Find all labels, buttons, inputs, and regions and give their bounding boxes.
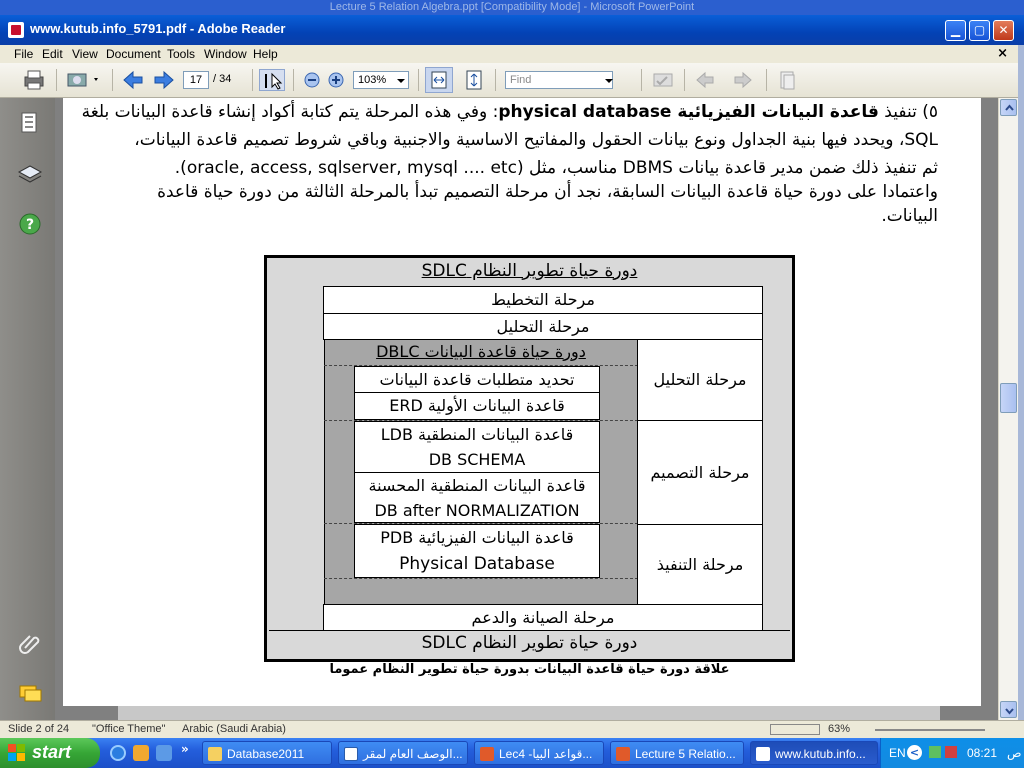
vertical-scrollbar[interactable] <box>998 98 1018 720</box>
norm-line1: قاعدة البيانات المنطقية المحسنة <box>368 476 586 495</box>
analysis-stage-top: مرحلة التحليل <box>323 313 763 340</box>
tray-expand-icon[interactable]: < <box>907 745 922 760</box>
print-icon[interactable] <box>22 69 46 91</box>
more-icon[interactable]: » <box>181 742 189 756</box>
toolbar-separator <box>684 69 685 91</box>
adobe-reader-icon <box>8 22 24 38</box>
background-window-title: Lecture 5 Relation Algebra.ppt [Compatibility Mode] - Microsoft PowerPoint <box>0 0 1024 15</box>
pages-icon[interactable] <box>17 110 43 136</box>
close-button[interactable]: ✕ <box>993 20 1014 41</box>
menu-edit[interactable]: Edit <box>42 47 63 61</box>
menu-help[interactable]: Help <box>253 47 278 61</box>
clock-time[interactable]: 08:21 <box>967 746 998 760</box>
paragraph-line <box>82 100 938 124</box>
theme-name: "Office Theme" <box>92 723 166 735</box>
collaborate-icon[interactable] <box>66 69 102 91</box>
toolbar-separator <box>766 69 767 91</box>
task-adobe-reader[interactable]: www.kutub.info... <box>750 741 878 765</box>
physical-database-term: قاعدة البيانات الفيزيائية physical database <box>498 102 879 122</box>
show-desktop-icon[interactable] <box>156 745 172 761</box>
view-buttons[interactable] <box>770 724 820 735</box>
fit-page-icon[interactable] <box>462 69 486 91</box>
divider <box>269 630 790 631</box>
toolbar-separator <box>112 69 113 91</box>
tray-icon[interactable] <box>945 746 957 758</box>
ldb-line1: قاعدة البيانات المنطقية LDB <box>380 425 574 444</box>
find-input[interactable]: Find <box>505 71 613 89</box>
zoom-dropdown-icon[interactable] <box>397 79 405 83</box>
select-tool-icon[interactable] <box>259 69 285 91</box>
toolbar <box>0 63 1018 98</box>
sign-icon <box>651 69 675 91</box>
attachments-icon[interactable] <box>17 630 43 656</box>
toolbar-separator <box>252 69 253 91</box>
toolbar-separator <box>418 69 419 91</box>
document-close-icon[interactable]: × <box>997 46 1008 61</box>
layers-icon[interactable] <box>17 162 43 188</box>
maximize-button[interactable]: ▢ <box>969 20 990 41</box>
menu-bar <box>0 45 1018 63</box>
analysis-stage: مرحلة التحليل <box>637 339 763 421</box>
start-label: start <box>32 742 72 762</box>
pdb-line2: Physical Database <box>399 554 555 574</box>
zoom-slider[interactable] <box>875 729 985 731</box>
word-icon <box>344 747 358 761</box>
norm-line2: DB after NORMALIZATION <box>374 501 580 520</box>
internet-explorer-icon[interactable] <box>110 745 126 761</box>
help-icon[interactable] <box>17 211 43 237</box>
sdlc-footer: دورة حياة تطوير النظام SDLC <box>421 633 638 653</box>
paragraph-text: : وفي هذه المرحلة يتم كتابة أكواد إنشاء قاعدة البيانات بلغة <box>81 102 499 122</box>
tray-icon[interactable] <box>929 746 941 758</box>
rotate-left-icon <box>693 69 717 91</box>
menu-tools[interactable]: Tools <box>167 47 196 61</box>
dblc-title: دورة حياة قاعدة البيانات DBLC <box>376 342 586 361</box>
powerpoint-icon <box>480 747 494 761</box>
status-bar <box>0 720 1024 738</box>
background-window-edge <box>1018 45 1024 720</box>
previous-page-icon[interactable] <box>121 69 145 91</box>
toolbar-separator <box>495 69 496 91</box>
figure-caption: علاقة دورة حياة قاعدة البيانات بدورة حياة تطوير النظام عموما <box>329 662 730 677</box>
menu-window[interactable]: Window <box>204 47 247 61</box>
pdb-box <box>354 524 600 578</box>
toolbar-separator <box>56 69 57 91</box>
requirements-box: تحديد متطلبات قاعدة البيانات <box>354 366 600 393</box>
normalization-box <box>354 472 600 523</box>
design-stage: مرحلة التصميم <box>637 420 763 525</box>
implementation-stage: مرحلة التنفيذ <box>637 524 763 605</box>
zoom-level-input[interactable]: 103% <box>353 71 409 89</box>
paragraph-line: ثم تنفيذ ذلك ضمن مدير قاعدة بيانات DBMS مناسب، مثل (oracle, access, sqlserver, mysql .... etc). <box>174 158 938 178</box>
slide-indicator: Slide 2 of 24 <box>8 723 70 735</box>
pdf-icon <box>756 747 770 761</box>
menu-view[interactable]: View <box>72 47 98 61</box>
task-lecture5[interactable]: Lecture 5 Relatio... <box>610 741 744 765</box>
toolbar-separator <box>641 69 642 91</box>
paragraph-line: SQL، ويحدد فيها بنية الجداول ونوع بيانات الحقول والمفاتيح الاساسية والاجنبية وباقي شروط تصميم قاعدة البيانات، <box>134 130 938 150</box>
find-dropdown-icon[interactable] <box>605 79 613 83</box>
start-button[interactable] <box>0 738 100 768</box>
maintenance-stage: مرحلة الصيانة والدعم <box>323 604 763 631</box>
page-thumbnails-icon <box>775 69 799 91</box>
page-number-input[interactable]: 17 <box>183 71 209 89</box>
svg-text:?: ? <box>26 217 35 233</box>
page-total: / 34 <box>213 73 232 85</box>
rotate-right-icon <box>731 69 755 91</box>
zoom-in-icon[interactable] <box>324 69 348 91</box>
language-bar[interactable]: EN <box>889 746 906 760</box>
toolbar-separator <box>293 69 294 91</box>
next-page-icon[interactable] <box>152 69 176 91</box>
planning-stage: مرحلة التخطيط <box>323 286 763 314</box>
status-zoom: 63% <box>828 723 851 735</box>
menu-file[interactable]: File <box>14 47 34 61</box>
minimize-button[interactable]: ▁ <box>945 20 966 41</box>
taskbar <box>0 738 1024 768</box>
outlook-icon[interactable] <box>133 745 149 761</box>
task-word-doc[interactable]: الوصف العام لمقر... <box>338 741 468 765</box>
task-lec4[interactable]: Lec4 -قواعد البيا... <box>474 741 604 765</box>
scroll-thumb[interactable] <box>1000 383 1017 413</box>
system-tray <box>880 738 1024 768</box>
title-bar[interactable] <box>0 15 1024 45</box>
erd-box: قاعدة البيانات الأولية ERD <box>354 392 600 420</box>
fit-width-icon[interactable] <box>425 67 453 93</box>
scroll-down-button[interactable] <box>1000 701 1017 718</box>
pdb-line1: قاعدة البيانات الفيزيائية PDB <box>380 528 574 547</box>
paragraph-line: البيانات. <box>881 206 938 226</box>
comments-icon[interactable] <box>17 680 43 706</box>
divider <box>324 578 638 579</box>
zoom-out-icon[interactable] <box>300 69 324 91</box>
ldb-box <box>354 421 600 473</box>
folder-icon <box>208 747 222 761</box>
paragraph-text: تنفيذ <box>884 102 917 122</box>
ldb-line2: DB SCHEMA <box>428 450 526 469</box>
paragraph-line: واعتمادا على دورة حياة قاعدة البيانات السابقة، نجد أن مرحلة التصميم تبدأ بالمرحلة الثالثة من دورة حياة قاعدة <box>157 182 938 202</box>
sdlc-title: دورة حياة تطوير النظام SDLC <box>421 261 638 281</box>
window-title: www.kutub.info_5791.pdf - Adobe Reader <box>30 21 286 36</box>
navigation-panel <box>0 98 55 720</box>
clock-ampm: ص <box>1007 746 1022 760</box>
task-database2011[interactable]: Database2011 <box>202 741 332 765</box>
list-number: ٥) <box>922 102 938 122</box>
powerpoint-icon <box>616 747 630 761</box>
scroll-up-button[interactable] <box>1000 99 1017 116</box>
menu-document[interactable]: Document <box>106 47 161 61</box>
page-gap <box>118 706 940 720</box>
language-indicator: Arabic (Saudi Arabia) <box>182 723 286 735</box>
